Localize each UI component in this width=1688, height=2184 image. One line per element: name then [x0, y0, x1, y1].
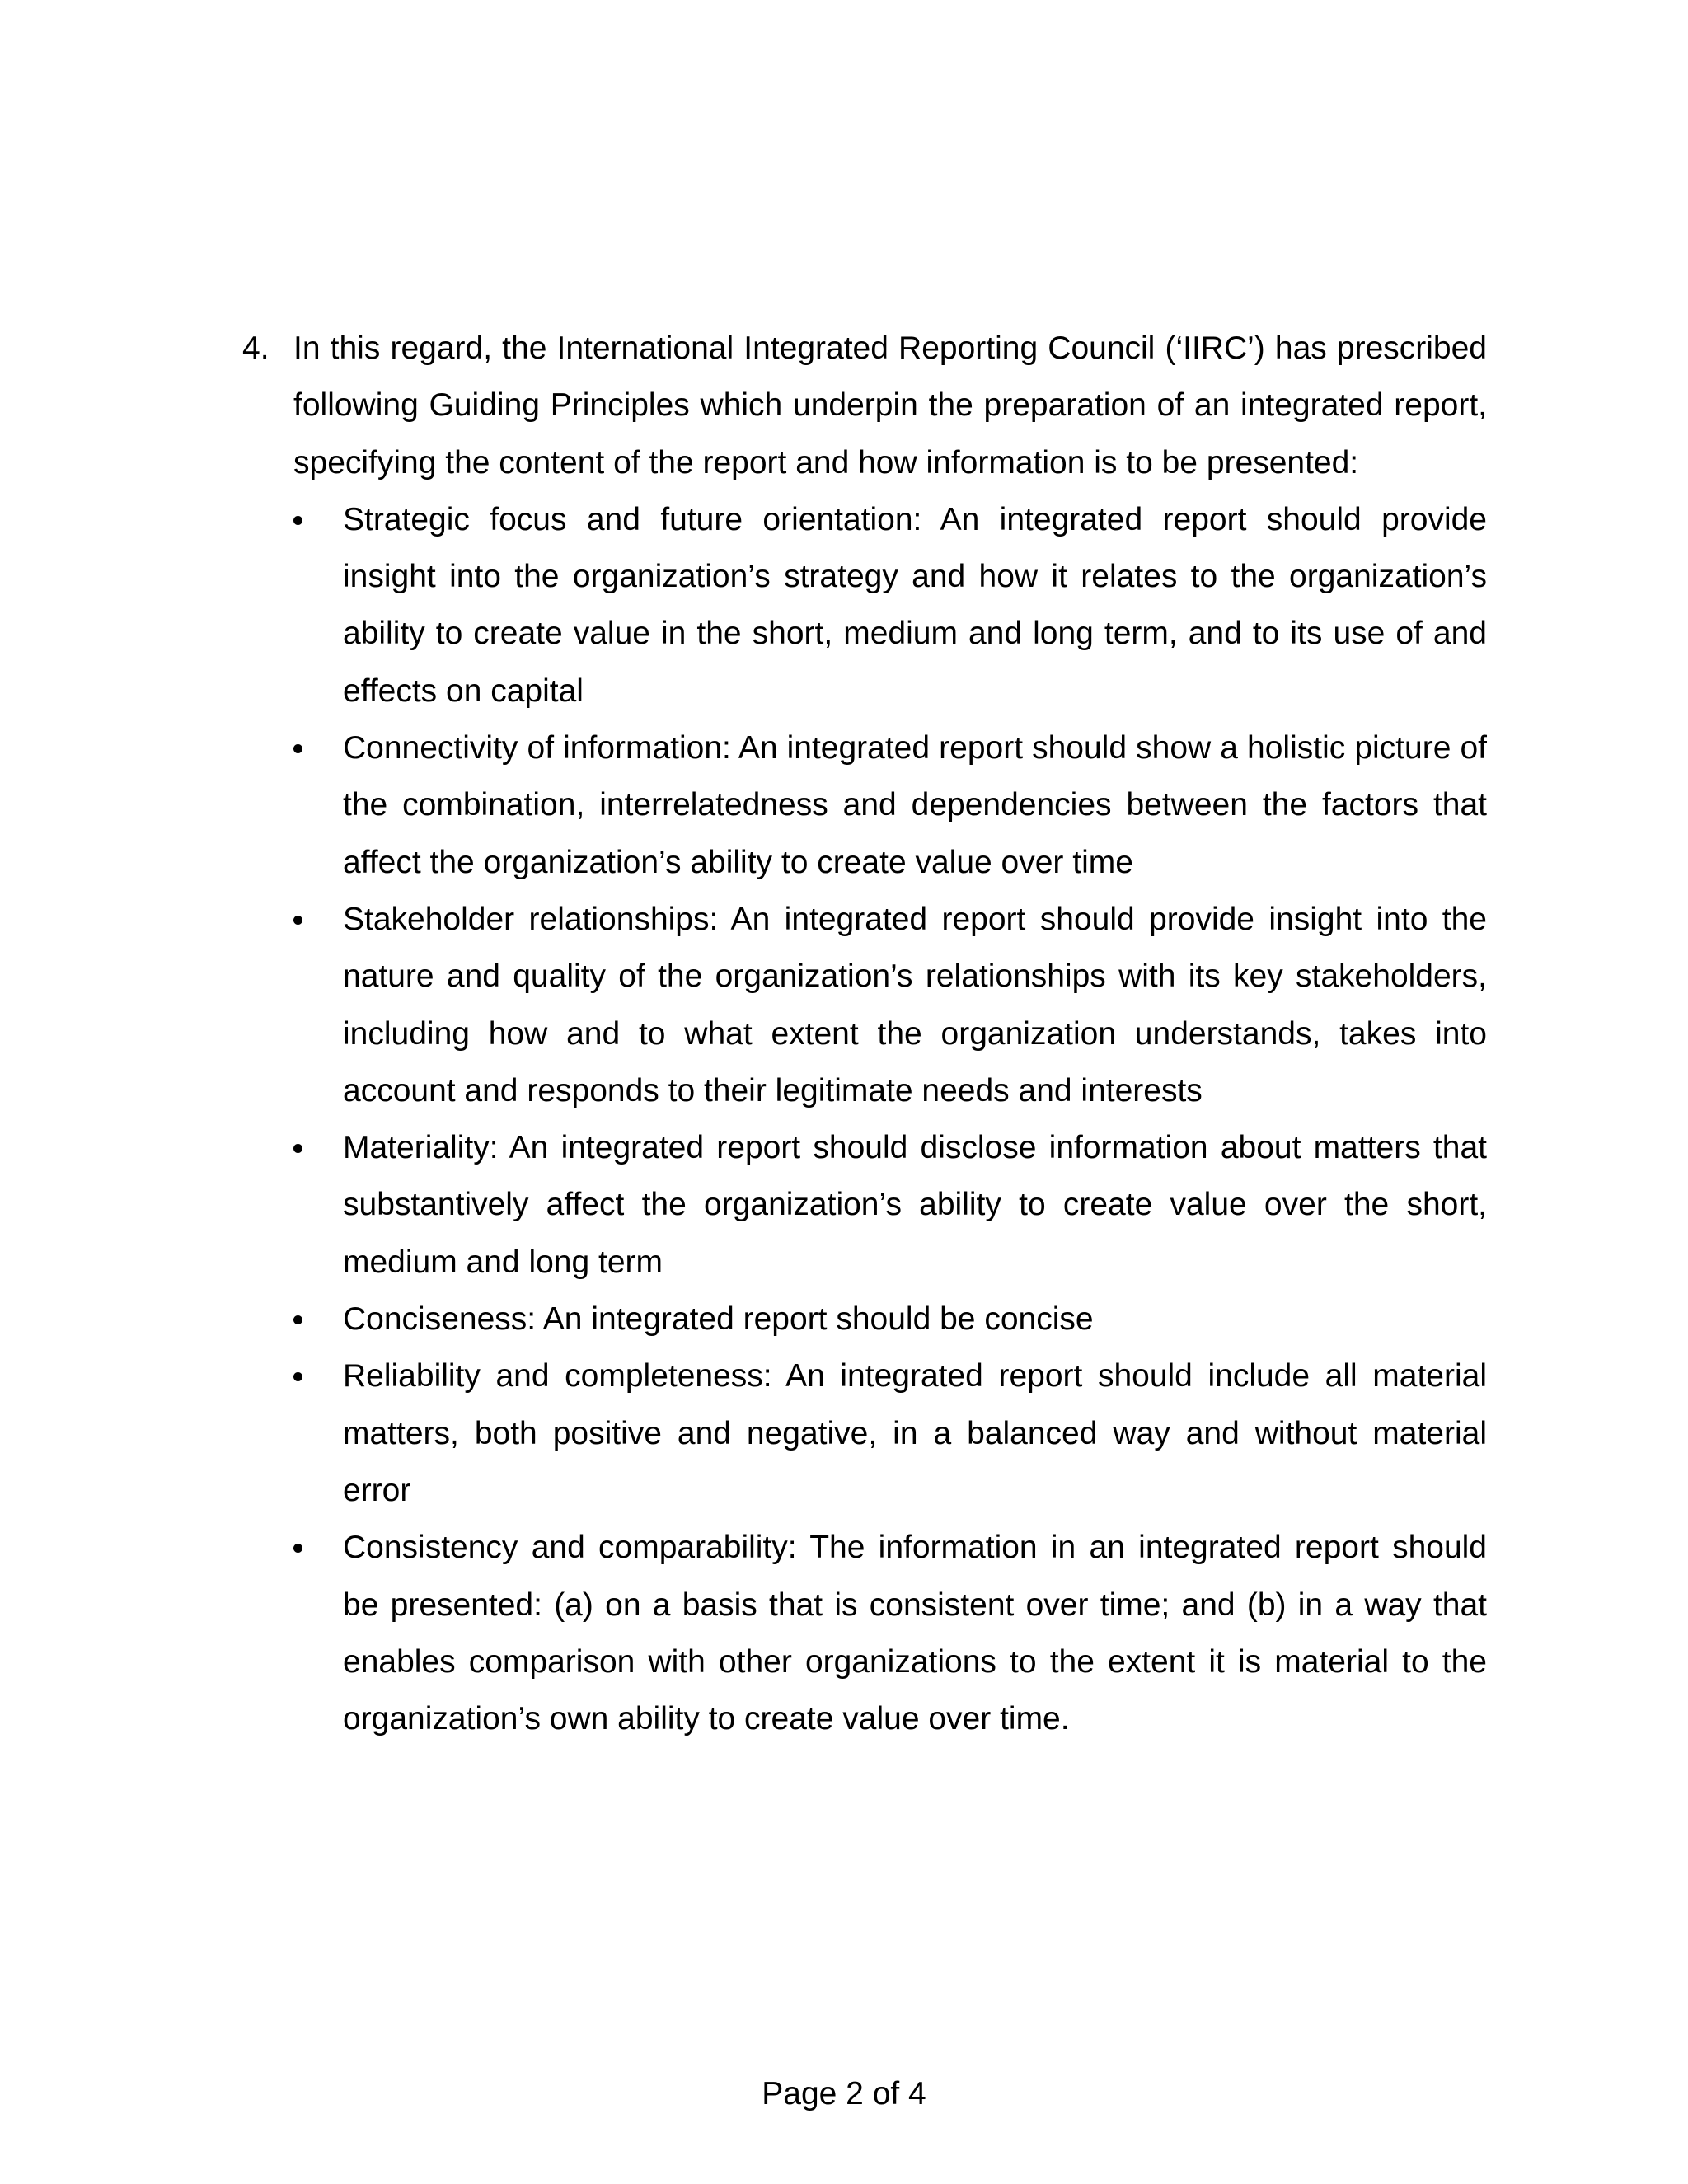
bullet-icon — [293, 1372, 302, 1381]
list-item — [293, 1347, 1487, 1519]
list-item-text: Conciseness: An integrated report should be concise — [343, 1301, 1094, 1338]
list-item — [293, 1291, 1487, 1347]
list-item — [293, 491, 1487, 719]
page-footer — [0, 2075, 1688, 2113]
bullet-icon — [293, 1144, 302, 1153]
page-number-label: Page 2 of 4 — [762, 2076, 926, 2111]
bullet-icon — [293, 516, 302, 525]
bullet-icon — [293, 1315, 302, 1324]
list-item-text: Reliability and completeness: An integrated report should include all material matters, both positive and negative, in a balanced way and without material error — [343, 1358, 1487, 1508]
bullet-icon — [293, 916, 302, 925]
list-item-text: Connectivity of information: An integrated report should show a holistic picture of the combination, interrelatedness and dependencies between the factors that affect the organization’s ability to create value over time — [343, 730, 1487, 880]
paragraph-number: 4. — [242, 330, 270, 366]
guiding-principles-list — [293, 491, 1487, 1748]
list-item — [293, 719, 1487, 891]
list-item-text: Materiality: An integrated report should disclose information about matters that substantively affect the organization’s ability to create value over the short, medium and long term — [343, 1130, 1487, 1280]
list-item — [293, 1119, 1487, 1291]
list-item — [293, 891, 1487, 1119]
list-item-text: Strategic focus and future orientation: An integrated report should provide insight into the organization’s strategy and how it relates to the organization’s ability to create value in the short, medium and long term, and to its use of and effects on capital — [343, 501, 1487, 709]
list-item-text: Stakeholder relationships: An integrated report should provide insight into the nature and quality of the organization’s relationships with its key stakeholders, including how and to what extent the organization understands, takes into account and responds to their legitimate needs and interests — [343, 901, 1487, 1108]
bullet-icon — [293, 1544, 302, 1553]
list-item-text: Consistency and comparability: The information in an integrated report should be presented: (a) on a basis that is consistent over time; and (b) in a way that enables comparison with other organizations to the extent it is material to the organization’s own ability to create value over time. — [343, 1530, 1487, 1737]
list-item — [293, 1519, 1487, 1747]
bullet-icon — [293, 744, 302, 753]
numbered-paragraph — [242, 320, 1487, 1747]
paragraph-intro: In this regard, the International Integrated Reporting Council (‘IIRC’) has prescribed following Guiding Principles which underpin the preparation of an integrated report, specifying the content of the report and how information is to be presented: — [293, 330, 1487, 480]
